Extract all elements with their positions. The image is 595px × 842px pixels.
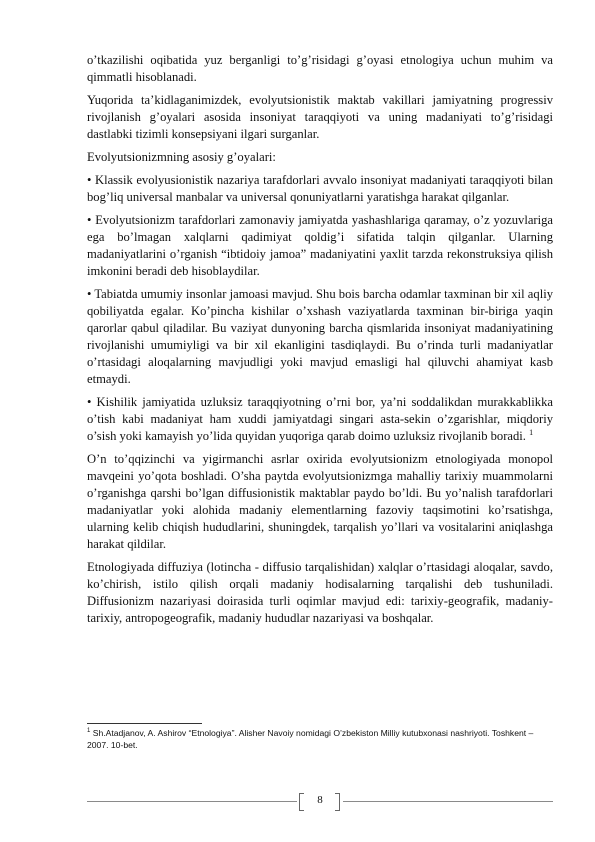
paragraph: O’n to’qqizinchi va yigirmanchi asrlar oxirida evolyutsionizm etnologiyada monopol mavqeini yo’qota boshladi. O’sha paytda evolyutsionizmga mahalliy tarixiy muammolarni o’rganishga qarshi bo’lgan diffusionistik maktablar paydo bo’ldi. Bu yo’nalish tarafdorlari madaniyatlar yoki alohida madaniy elementlarning fazoviy taqsimotini ko’rsatishga, ularning kelib chiqish hududlarini, shuningdek, tarqalish yo’llari va vositalarini aniqlashga harakat qildilar. (87, 452, 553, 551)
paragraph-with-footnote (87, 394, 553, 445)
paragraph: Etnologiyada diffuziya (lotincha - diffusio tarqalishidan) xalqlar o’rtasidagi aloqalar, savdo, ko’chirish, istilo qilish orqali madaniy hodisalarning tarqalishi deb tushuniladi. Diffusionizm nazariyasi doirasida turli oqimlar mavjud edi: tarixiy-geografik, madaniy-tarixiy, antropogeografik, madaniy hududlar nazariyasi va boshqalar. (87, 560, 553, 625)
paragraph: • Klassik evolyusionistik nazariya tarafdorlari avvalo insoniyat madaniyati taraqqiyoti bilan bog’liq universal manbalar va universal qonuniyatlarni yaratishga harakat qilganlar. (87, 173, 553, 204)
paragraph: o’tkazilishi oqibatida yuz berganligi to’g’risidagi g’oyasi etnologiya uchun muhim va qimmatli hisoblanadi. (87, 53, 553, 84)
footnote-separator (87, 723, 202, 724)
footnote-text: Sh.Atadjanov, A. Ashirov “Etnologiya”. Alisher Navoiy nomidagi O’zbekiston Milliy kutubxonasi nashriyoti. Toshkent – 2007. 10-bet. (87, 728, 534, 750)
page-number-bracket-right (335, 793, 340, 811)
footer-line-right (343, 801, 553, 802)
footnote (87, 727, 553, 751)
footer-line-left (87, 801, 297, 802)
page-number: 8 (317, 794, 323, 806)
page-footer (87, 791, 553, 813)
paragraph: Evolyutsionizmning asosiy g’oyalari: (87, 150, 276, 164)
paragraph-text: • Kishilik jamiyatida uzluksiz taraqqiyotning o’rni bor, ya’ni soddalikdan murakkablikka o’tish kabi madaniyat ham xuddi jamiyatdagi singari asta-sekin o’zgarishlar, miqdoriy o’sish yoki kamayish yo’lida quyidan yuqoriga qarab doimo uzluksiz rivojlanib boradi. (87, 395, 553, 443)
body-text (87, 52, 553, 633)
page-number-bracket-left (299, 793, 304, 811)
footnote-number: 1 (87, 728, 91, 735)
paragraph: • Tabiatda umumiy insonlar jamoasi mavjud. Shu bois barcha odamlar taxminan bir xil aqliy qobiliyatda egalar. Ko’pincha kishilar o’xshash vaziyatlarda taxminan bir-biriga yaqin qarorlar qabul qiladilar. Bu vaziyat dunyoning barcha qismlarida insoniyat madaniyatining rivojlanishi umumiyligi va bir xil ekanligini tasdiqlaydi. Bu o’rinda turli madaniyatlar o’rtasidagi aloqalarning mavjudligi yoki mavjud emasligi hal qiluvchi ahamiyat kasb etmaydi. (87, 287, 553, 386)
paragraph: • Evolyutsionizm tarafdorlari zamonaviy jamiyatda yashashlariga qaramay, o’z yozuvlariga ega bo’lmagan xalqlarni qadimiyat qoldig’i sifatida talqin qilganlar. Ularning madaniyatlarini o’rganish “ibtidoiy jamoa” madaniyatini yaxlit tarzda rekonstruksiya qilish imkonini beradi deb hisoblaydilar. (87, 213, 553, 278)
footnote-marker[interactable]: 1 (529, 427, 534, 437)
paragraph: Yuqorida ta’kidlaganimizdek, evolyutsionistik maktab vakillari jamiyatning progressiv rivojlanish g’oyalari asosida insoniyat taraqqiyoti va uning madaniyati to’g’risidagi dastlabki tizimli konsepsiyani ilgari surganlar. (87, 93, 553, 141)
